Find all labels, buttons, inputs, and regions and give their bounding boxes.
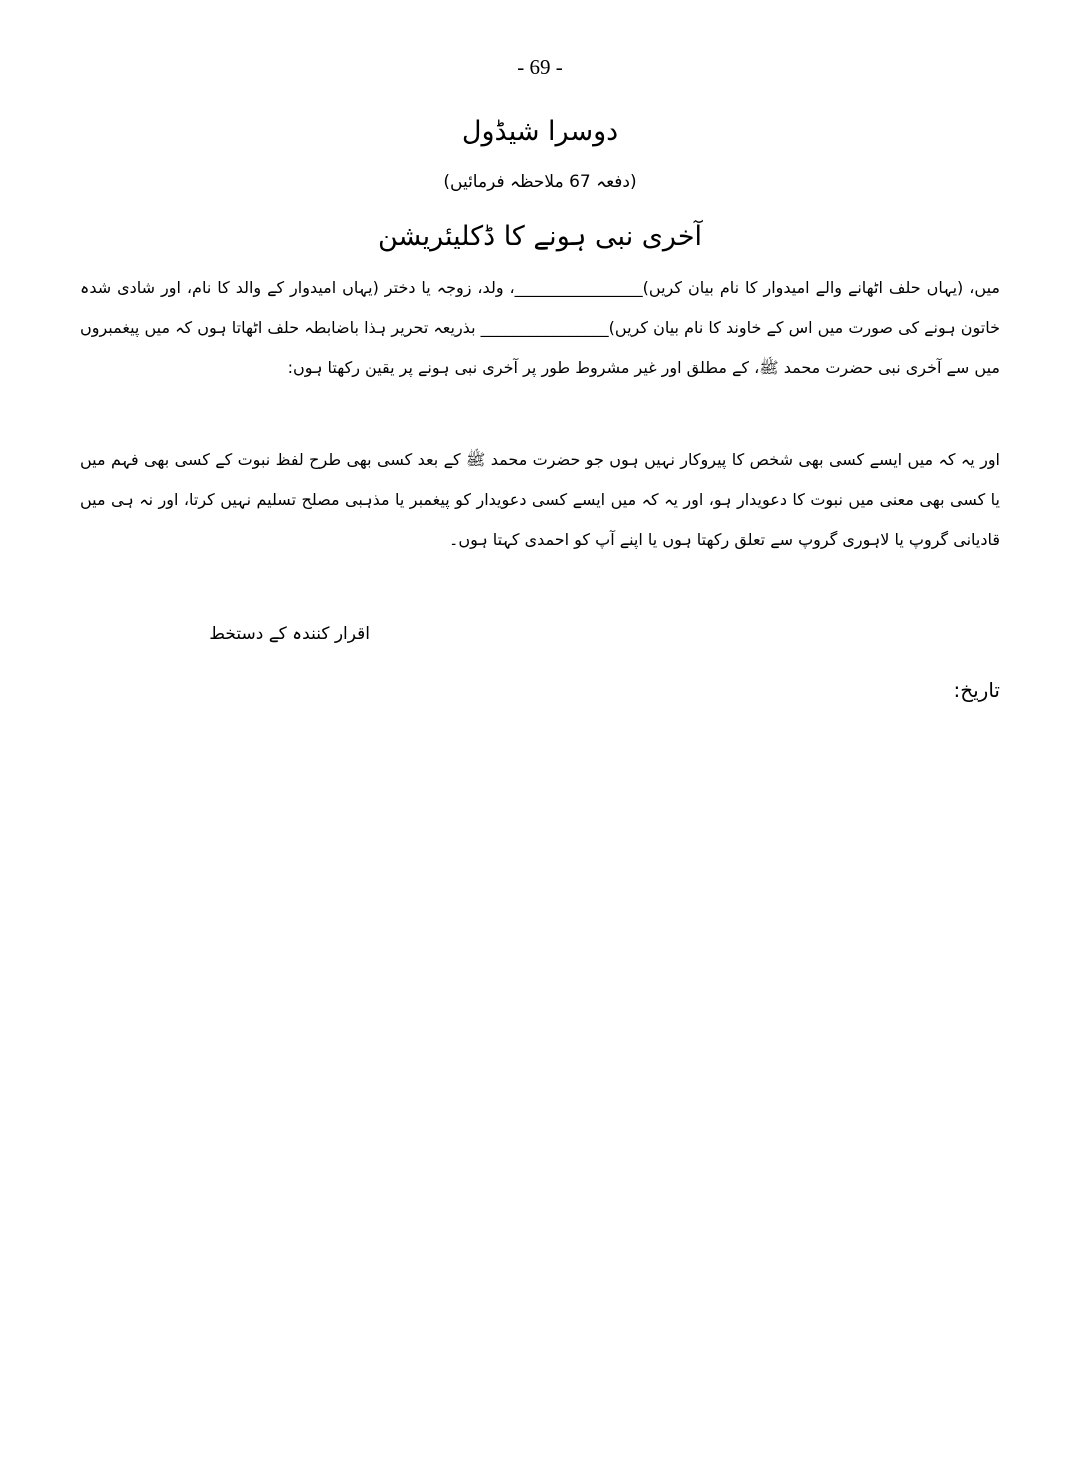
declaration-paragraph-1: میں، (یہاں حلف اٹھانے والے امیدوار کا نام بیان کریں)________________، ولد، زوجہ یا دختر (یہاں امیدوار کے والد کا نام، اور شادی شدہ خاتون ہونے کی صورت میں اس کے خاوند کا نام بیان کریں)________________ بذریعہ تحریر ہذا باضابطہ حلف اٹھاتا ہوں کہ میں پیغمبروں میں سے آخری نبی حضرت محمد ﷺ، کے مطلق اور غیر مشروط طور پر آخری نبی ہونے پر یقین رکھتا ہوں:: [80, 278, 1000, 377]
date-label: تاریخ:: [953, 678, 1000, 702]
section-reference: (دفعہ 67 ملاحظہ فرمائیں): [443, 172, 637, 192]
document-title: دوسرا شیڈول: [461, 116, 619, 147]
declaration-heading: آخری نبی ہونے کا ڈکلیئریشن: [377, 221, 703, 252]
declaration-paragraph-2: اور یہ کہ میں ایسے کسی بھی شخص کا پیروکار نہیں ہوں جو حضرت محمد ﷺ کے بعد کسی بھی طرح لفظ نبوت کے کسی بھی فہم میں یا کسی بھی معنی میں نبوت کا دعویدار ہو، اور یہ کہ میں ایسے کسی دعویدار کو پیغمبر یا مذہبی مصلح تسلیم نہیں کرتا، اور نہ ہی میں قادیانی گروپ یا لاہوری گروپ سے تعلق رکھتا ہوں یا اپنے آپ کو احمدی کہتا ہوں۔: [80, 450, 1000, 549]
signature-label: اقرار کنندہ کے دستخط: [209, 624, 370, 644]
page-number: - 69 -: [517, 55, 563, 79]
